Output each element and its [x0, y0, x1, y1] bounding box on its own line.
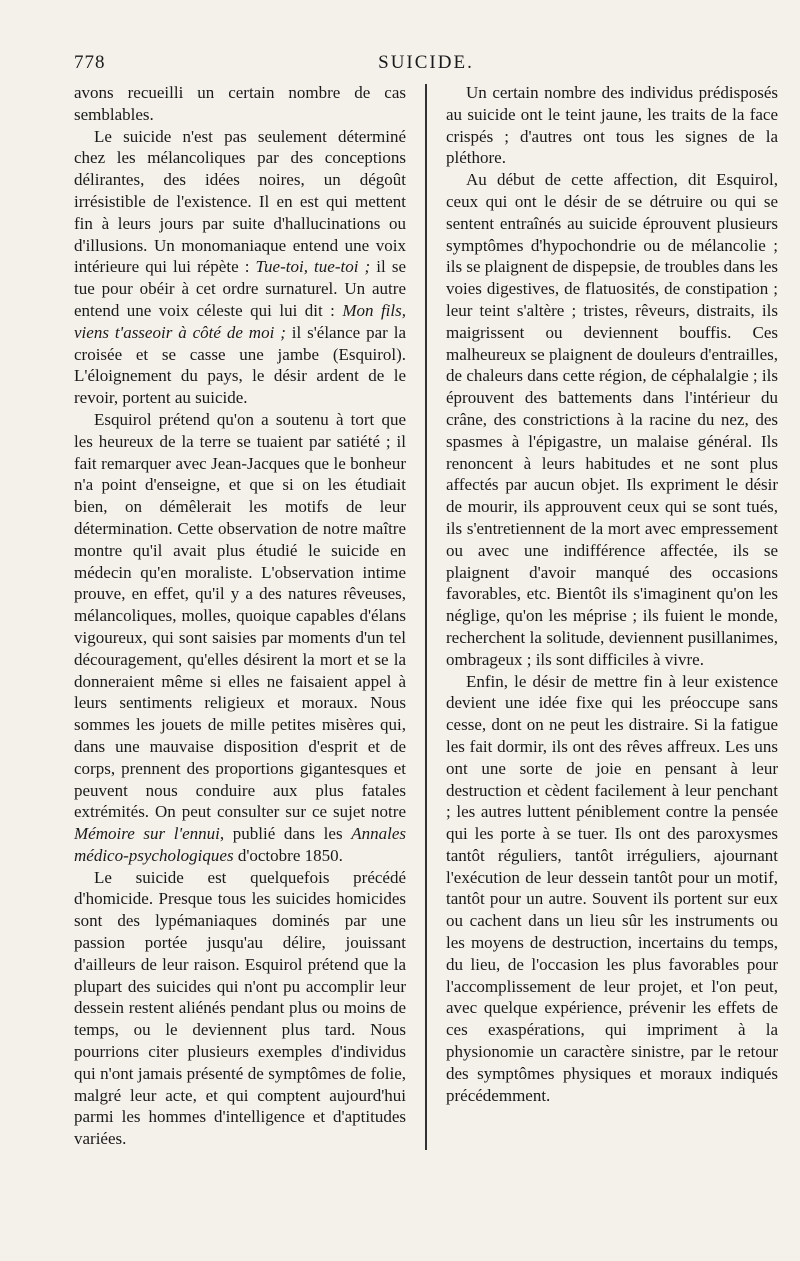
text-run: avons recueilli un certain nombre de cas semblables.: [74, 83, 406, 124]
paragraph: [74, 409, 406, 867]
left-column: [74, 82, 406, 1150]
paragraph: [446, 671, 778, 1107]
paragraph: [74, 82, 406, 126]
column-divider: [425, 84, 427, 1150]
paragraph: [446, 82, 778, 169]
text-run: Un certain nombre des individus prédisposés au suicide ont le teint jaune, les traits de la face crispés ; d'autres ont tous les signes de la pléthore.: [446, 83, 778, 168]
page-header: [74, 52, 778, 78]
italic-text: Annales médico-psychologiques: [74, 824, 406, 865]
text-run: il s'élance par la croisée et se casse une jambe (Esquirol). L'éloignement du pays, le désir ardent de le revoir, portent au suicide.: [74, 322, 406, 408]
text-run: d'octobre 1850.: [233, 845, 343, 865]
text-run: il se tue pour obéir à cet ordre surnaturel. Un autre entend une voix céleste qui lui dit :: [74, 257, 406, 320]
text-run: Au début de cette affection, dit Esquirol, ceux qui ont le désir de se détruire ou qui se sentent entraînés au suicide éprouvent plusieurs symptômes d'hypochondrie ou de mélancolie ; ils se plaignent de dispepsie, de troubles dans les voies digestives, de flatuosités, de constipation ; leur teint s'altère ; tristes, rêveurs, distraits, ils maigrissent ou deviennent bouffis. Ces malheureux se plaignent de douleurs d'entrailles, de chaleurs dans cette région, de céphalalgie ; ils éprouvent des battements dans l'intérieur du crâne, des constrictions à la racine du nez, des spasmes à l'épigastre, un malaise général. Ils renoncent à leurs habitudes et ne sont plus affectés par aucun objet. Ils expriment le désir de mourir, ils approuvent ceux qui se sont tués, ils s'entretiennent de la mort avec empressement ou avec une indifférence affectée, ils se plaignent d'avoir manqué des occasions favorables, etc. Bientôt ils s'imaginent qu'on les néglige, qu'on les méprise ; ils fuient le monde, recherchent la solitude, deviennent pusillanimes, ombrageux ; ils sont difficiles à vivre.: [446, 170, 778, 669]
text-run: Le suicide est quelquefois précédé d'homicide. Presque tous les suicides homicides sont des lypémaniaques dominés par une passion portée jusqu'au délire, jouissant d'ailleurs de leur raison. Esquirol prétend que la plupart des suicides qui n'ont pu accomplir leur dessein restent aliénés pendant plus ou moins de temps, ou le deviennent plus tard. Nous pourrions citer plusieurs exemples d'individus qui n'ont jamais présenté de symptômes de folie, malgré leur acte, et qui comptent aujourd'hui parmi les hommes d'intelligence et d'aptitudes variées.: [74, 867, 406, 1149]
italic-text: Tue-toi, tue-toi ;: [255, 257, 371, 277]
text-run: Enfin, le désir de mettre fin à leur existence devient une idée fixe qui les préoccupe sans cesse, dont on ne peut les distraire. Si la fatigue les fait dormir, ils ont des rêves affreux. Les uns ont une sorte de joie en pensant à leur destruction et cèdent facilement à leur penchant ; les autres luttent péniblement contre la pensée qui les porte à se tuer. Ils ont des paroxysmes tantôt réguliers, tantôt irréguliers, ajournant l'exécution de leur dessein tantôt pour un motif, tantôt pour un autre. Souvent ils portent sur eux ou cachent dans un lieu sûr les instruments ou les moyens de destruction, incertains du temps, du lieu, de l'occasion les plus favorables pour l'accomplissement de leur projet, et l'on peut, avec quelque expérience, prévenir les effets de ces exaspérations, qui impriment à la physionomie un caractère sinistre, par le retour des symptômes physiques et moraux indiqués précédemment.: [446, 671, 778, 1105]
italic-text: Mon fils, viens t'asseoir à côté de moi ;: [74, 300, 406, 342]
text-run: Esquirol prétend qu'on a soutenu à tort que les heureux de la terre se tuaient par satiété ; il fait remarquer avec Jean-Jacques que le bonheur n'a point d'enseigne, et que si on les étudiait bien, on démêlerait les motifs de leur détermination. Cette observation de notre maître montre qu'il avait plus étudié le suicide en médecin qu'en moraliste. L'observation intime prouve, en effet, qu'il y a des natures rêveuses, mélancoliques, molles, quoique capables d'élans vigoureux, qui sont saisies par moments d'un tel découragement, qu'elles désirent la mort et se la donneraient même si elles ne faisaient appel à leurs sentiments religieux et moraux. Nous sommes les jouets de mille petites misères qui, dans une mauvaise disposition d'esprit et de corps, prennent des proportions gigantesques et peuvent nous conduire aux plus fatales extrémités. On peut consulter sur ce sujet notre: [74, 409, 406, 822]
paragraph: [446, 169, 778, 670]
page-number: 778: [74, 52, 106, 73]
paragraph: [74, 126, 406, 409]
text-run: Le suicide n'est pas seulement déterminé chez les mélancoliques par des conceptions délirantes, des idées noires, un dégoût irrésistible de l'existence. Il en est qui mettent fin à leurs jours par suite d'hallucinations ou d'illusions. Un monomaniaque entend une voix intérieure qui lui répète :: [74, 126, 406, 277]
paragraph: [74, 867, 406, 1150]
running-title: SUICIDE.: [378, 52, 474, 73]
text-run: , publié dans les: [219, 824, 352, 844]
text-columns: [74, 82, 778, 1150]
italic-text: Mémoire sur l'ennui: [74, 824, 220, 844]
right-column: [446, 82, 778, 1150]
